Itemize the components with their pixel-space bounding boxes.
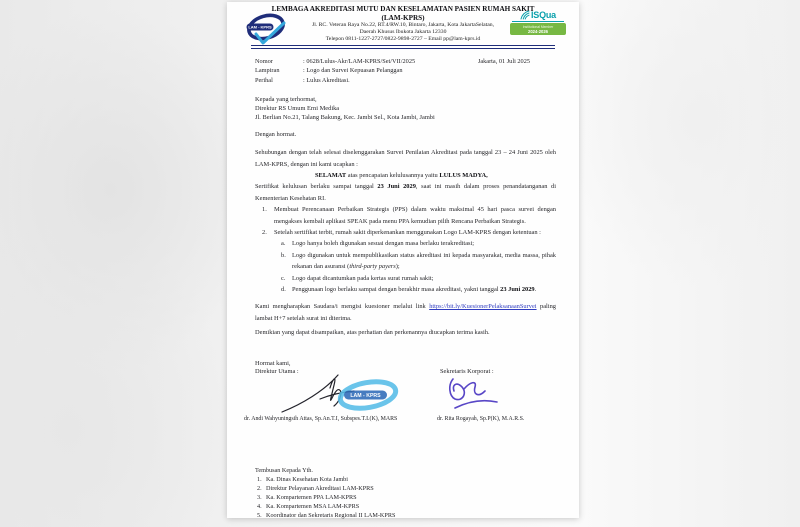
sublist-item-b-letter: b. (281, 251, 286, 259)
signature-right-title: Sekretaris Korporat : (440, 367, 494, 375)
announce-result: LULUS MADYA, (439, 172, 488, 179)
sublist-item-d (281, 284, 556, 295)
sublist-item-a-letter: a. (281, 240, 286, 248)
list-item-1-number: 1. (262, 206, 267, 214)
tembusan-item-2 (255, 484, 556, 493)
cert-expiry-date: 23 Juni 2029 (377, 183, 416, 191)
isqua-feather-icon (520, 10, 530, 20)
kuesioner-link[interactable]: https://bit.ly/KuesionerPelaksanaanSurvei (429, 303, 537, 311)
list-item-2-text: Setelah sertifikat terbit, rumah sakit diperkenankan menggunakan Logo LAM-KPRS dengan ketentuan : (274, 229, 541, 237)
nomor-value: : 0628/Lulus-Akr/LAM-KPRS/Set/VII/2025 (303, 58, 416, 65)
sublist-item-d-letter: d. (281, 286, 286, 294)
city-date: Jakarta, 01 Juli 2025 (477, 58, 530, 65)
tembusan-text-5: Koordinator dan Sekretaris Regional II LAM-KPRS (266, 512, 396, 520)
lampiran-row (255, 66, 556, 75)
sublist-d-pre: Penggunaan logo berlaku sampai dengan berakhir masa akreditasi, yakni tanggal (292, 286, 501, 294)
cert-post: , saat ini masih dalam proses penandatanganan di Kementerian Kesehatan RI. (255, 183, 557, 202)
announce-selamat: SELAMAT (315, 172, 347, 179)
list-item-2 (262, 227, 556, 238)
sublist-item-c-letter: c. (281, 274, 286, 282)
sublist-item-c (281, 273, 556, 284)
kuesioner-post: paling lambat H+7 setelah surat ini diterima. (255, 303, 556, 322)
secretary-name: dr. Rita Rogayah, Sp.P(K), M.A.R.S. (437, 415, 525, 422)
sublist-item-d-text (292, 284, 556, 295)
tembusan-text-4: Ka. Kompartemen MSA LAM-KPRS (266, 503, 360, 511)
lam-kprs-stamp-icon (335, 379, 401, 413)
org-address-line2: Daerah Khusus Ibukota Jakarta 12330 (359, 29, 447, 35)
tembusan-number-3: 3. (257, 494, 262, 502)
isqua-divider (512, 21, 564, 22)
isqua-badge-line1: Institutional Member (522, 24, 554, 29)
list-item-1 (262, 204, 556, 227)
tembusan-number-2: 2. (257, 485, 262, 493)
tembusan-number-5: 5. (257, 512, 262, 520)
sublist-d-date: 23 Juni 2029 (500, 286, 535, 294)
lampiran-value: : Logo dan Survei Kepuasan Pelanggan (303, 67, 403, 75)
list-item-1-text: Membuat Perencanaan Perbaikan Strategis (PPS) dalam waktu maksimal 45 hari pasca survei dengan mengakses kembali aplikasi SPEAK pada menu PPA kemudian pilih Rencana Perbaikan Strategis. (274, 206, 556, 225)
tembusan-item-5 (255, 511, 556, 520)
sublist-item-b (281, 250, 556, 273)
announce-mid: atas pencapaian kelulusannya yaitu (346, 172, 440, 179)
recipient-name: Direktur RS Umum Erni Medika (255, 105, 340, 113)
signature-block (244, 359, 556, 422)
letterhead-divider-rule (251, 45, 555, 49)
sublist-b-post: ); (395, 263, 400, 271)
sublist-item-b-text (292, 250, 556, 273)
tembusan-item-1 (255, 475, 556, 484)
isqua-logo (510, 10, 566, 35)
paragraph-intro: Sehubungan dengan telah selesai diselenggarakan Survei Penilaian Akreditasi pada tanggal 23 – 24 Juni 2025 oleh LAM-KPRS, dengan ini kami ucapkan : (255, 149, 556, 168)
tembusan-block (255, 467, 556, 521)
org-address-line1: Jl. RC. Veteran Raya No.22, RT.4/RW.10, Bintaro, Jakarta, Kota JakartaSelatan, (312, 22, 494, 28)
tembusan-number-4: 4. (257, 503, 262, 511)
signature-left-title: Direktur Utama : (255, 367, 299, 375)
perihal-value: : Lulus Akreditasi. (303, 76, 350, 84)
opening-line: Dengan hormat. (255, 130, 297, 138)
recipient-address: Jl. Berlian No.21, Talang Bakung, Kec. Jambi Sel., Kota Jambi, Jambi (255, 114, 435, 122)
org-contact-line: Telepon 0811-1227-2727/0822-9898-2727 – Email pp@lam-kprs.id (325, 36, 481, 42)
lam-logo-text: LAM - KPRS (248, 24, 272, 30)
letterhead (227, 2, 579, 43)
org-abbr: (LAM-KPRS) (381, 13, 425, 22)
tembusan-text-1: Ka. Dinas Kesehatan Kota Jambi (266, 476, 348, 484)
list-item-2-number: 2. (262, 229, 267, 237)
sublist-item-a-text: Logo hanya boleh digunakan sesuai dengan masa berlaku terakreditasi; (292, 240, 475, 248)
announcement-line (255, 170, 556, 181)
signature-pre: Hormat kami, (255, 359, 291, 367)
org-name: LEMBAGA AKREDITASI MUTU DAN KESELAMATAN PASIEN RUMAH SAKIT (271, 5, 535, 13)
secretary-signature-icon (445, 373, 517, 413)
lam-kprs-logo-icon (243, 13, 289, 46)
tembusan-item-4 (255, 502, 556, 511)
tembusan-item-3 (255, 493, 556, 502)
stamp-text: LAM - KPRS (350, 392, 381, 399)
tembusan-heading: Tembusan Kepada Yth. (255, 466, 313, 474)
isqua-badge-line2: 2024-2026 (527, 28, 549, 34)
sublist-item-c-text: Logo dapat dicantumkan pada kertas surat rumah sakit; (292, 274, 434, 282)
sublist-item-a (281, 238, 556, 249)
director-name: dr. Andi Wahyuningsih Attas, Sp.An.T.I, Subspes.T.I.(K), MARS (244, 415, 398, 422)
lampiran-label: Lampiran (255, 67, 280, 75)
paragraph-certificate (255, 181, 556, 204)
sublist-b-pre: Logo digunakan untuk mempublikasikan status akreditasi ini kepada masyarakat, media massa, pihak rekanan dan asuransi ( (292, 251, 556, 271)
isqua-member-badge (510, 23, 566, 35)
recipient-salutation: Kepada yang terhormat, (255, 95, 317, 103)
tembusan-text-2: Direktur Pelayanan Akreditasi LAM-KPRS (266, 485, 374, 493)
nomor-label: Nomor (255, 58, 273, 65)
perihal-row (255, 76, 556, 85)
letter-page (227, 2, 579, 518)
perihal-label: Perihal (255, 76, 273, 84)
recipient-block (255, 95, 556, 123)
isqua-wordmark: ISQua (530, 10, 556, 20)
paragraph-closing: Demikian yang dapat disampaikan, atas perhatian dan perkenannya diucapkan terima kasih. (255, 329, 490, 337)
tembusan-number-1: 1. (257, 476, 262, 484)
sublist-d-post: . (534, 286, 537, 294)
tembusan-text-3: Ka. Kompartemen PPA LAM-KPRS (266, 494, 357, 502)
sublist-b-italic: third-party payers (349, 263, 396, 271)
paragraph-kuesioner (255, 301, 556, 324)
cert-pre: Sertifikat kelulusan berlaku sampai tanggal (255, 183, 378, 191)
letter-meta (255, 57, 556, 85)
kuesioner-pre: Kami mengharapkan Saudara/i mengisi kuesioner melalui link (255, 303, 430, 311)
